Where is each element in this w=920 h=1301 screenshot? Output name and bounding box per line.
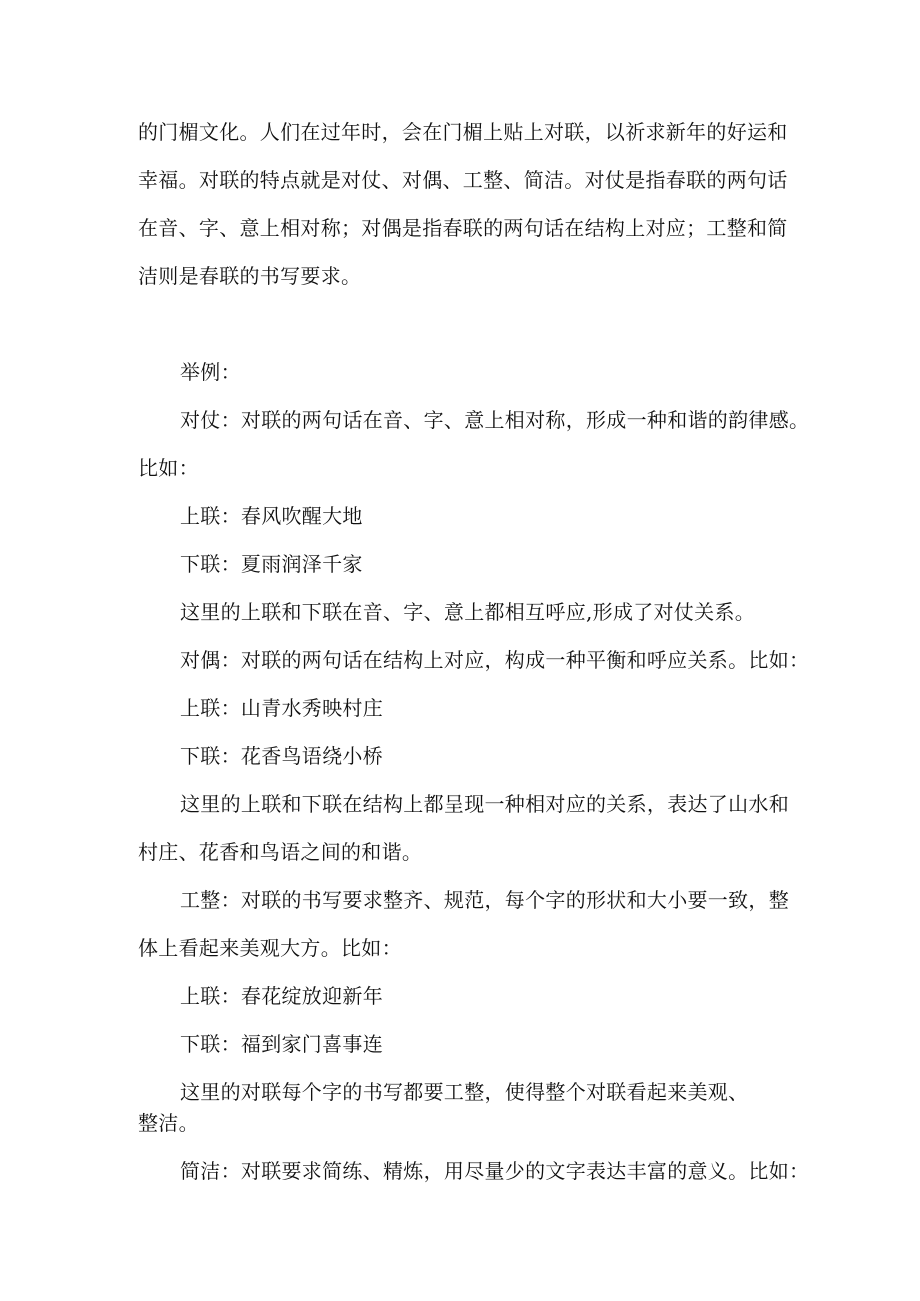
- text-line: 整洁。: [138, 1111, 199, 1135]
- text-line: 的门楣文化。人们在过年时，会在门楣上贴上对联，以祈求新年的好运和: [138, 120, 788, 144]
- text-line: 在音、字、意上相对称；对偶是指春联的两句话在结构上对应；工整和简: [138, 216, 788, 240]
- text-line: 对仗：对联的两句话在音、字、意上相对称，形成一种和谐的韵律感。: [180, 408, 810, 432]
- text-line: 村庄、花香和鸟语之间的和谐。: [138, 840, 423, 864]
- text-line: 这里的上联和下联在音、字、意上都相互呼应,形成了对仗关系。: [180, 600, 756, 624]
- text-line: 上联：春花绽放迎新年: [180, 984, 383, 1008]
- text-line: 这里的上联和下联在结构上都呈现一种相对应的关系，表达了山水和: [180, 792, 789, 816]
- text-line: 对偶：对联的两句话在结构上对应，构成一种平衡和呼应关系。比如：: [180, 648, 810, 672]
- text-line: 上联：春风吹醒大地: [180, 504, 363, 528]
- text-line: 下联：福到家门喜事连: [180, 1032, 383, 1056]
- text-line: 洁则是春联的书写要求。: [138, 264, 362, 288]
- text-line: 幸福。对联的特点就是对仗、对偶、工整、简洁。对仗是指春联的两句话: [138, 168, 788, 192]
- text-line: 这里的对联每个字的书写都要工整，使得整个对联看起来美观、: [180, 1080, 749, 1104]
- text-line: 举例：: [180, 360, 241, 384]
- text-line: 下联：夏雨润泽千家: [180, 552, 363, 576]
- text-line: 下联：花香鸟语绕小桥: [180, 744, 383, 768]
- text-line: 上联：山青水秀映村庄: [180, 696, 383, 720]
- text-line: 体上看起来美观大方。比如：: [138, 936, 402, 960]
- text-line: 工整：对联的书写要求整齐、规范，每个字的形状和大小要一致，整: [180, 888, 789, 912]
- text-line: 简洁：对联要求简练、精炼，用尽量少的文字表达丰富的意义。比如：: [180, 1159, 810, 1183]
- text-line: 比如：: [138, 456, 199, 480]
